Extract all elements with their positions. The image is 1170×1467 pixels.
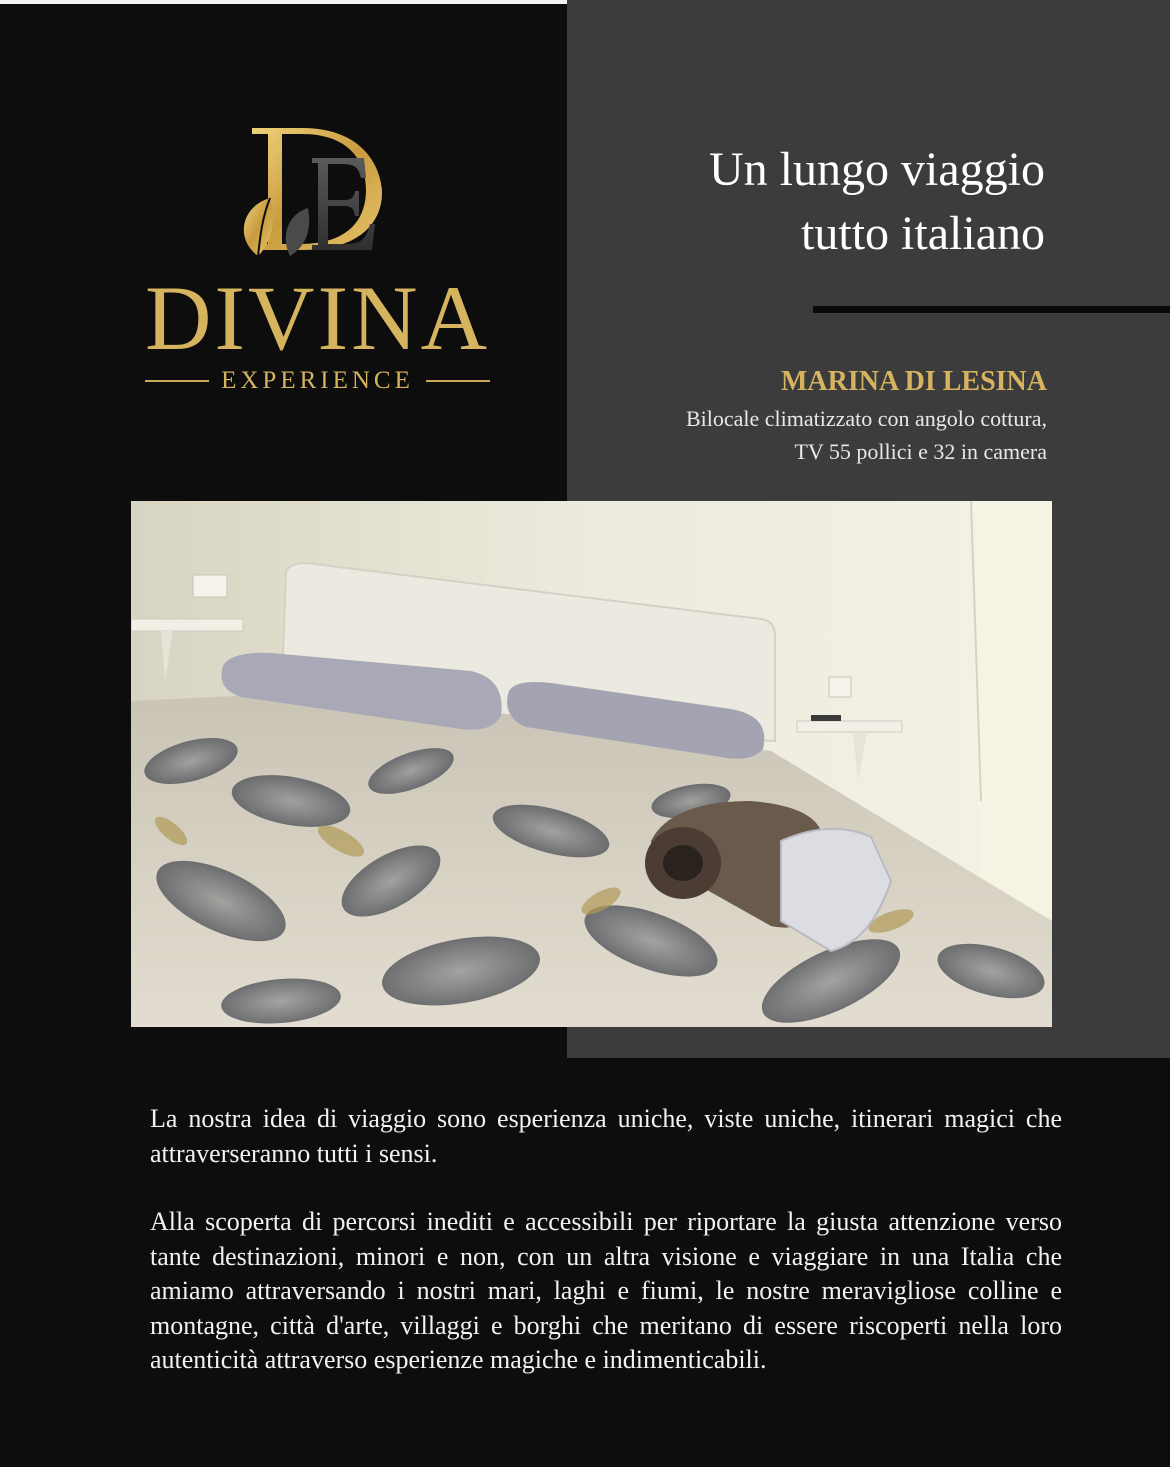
brand-name: DIVINA xyxy=(144,267,491,369)
subtitle-rule-left xyxy=(145,380,209,382)
location-title: MARINA DI LESINA xyxy=(780,366,1047,397)
headline xyxy=(605,138,1045,266)
subtitle-rule-right xyxy=(426,380,490,382)
headline-divider xyxy=(813,306,1170,313)
brand-subtitle-row xyxy=(145,366,490,396)
listing-description xyxy=(487,402,1047,468)
description-line-2: TV 55 pollici e 32 in camera xyxy=(794,439,1047,464)
brand-subtitle: EXPERIENCE xyxy=(221,367,414,394)
description-line-1: Bilocale climatizzato con angolo cottura, xyxy=(685,406,1047,431)
headline-line-1: Un lungo viaggio xyxy=(709,143,1045,196)
monogram-de-icon xyxy=(130,118,505,268)
bedroom-image xyxy=(131,501,1052,1027)
headline-line-2: tutto italiano xyxy=(801,207,1045,260)
body-text xyxy=(150,1102,1062,1412)
body-paragraph-2: Alla scoperta di percorsi inediti e accessibili per riportare la giusta attenzione verso tante destinazioni, minori e non, con un altra visione e viaggiare in una Italia che amiamo attraversando i nostri mari, laghi e fiumi, le nostre meravigliose colline e montagne, città d'arte, villaggi e borghi che meritano di essere riscoperti nella loro autenticità attraverso esperienze magiche e indimenticabili. xyxy=(150,1207,1062,1374)
bedroom-photo xyxy=(131,501,1052,1027)
body-paragraph-1: La nostra idea di viaggio sono esperienza uniche, viste uniche, itinerari magici che attraverseranno tutti i sensi. xyxy=(150,1104,1062,1168)
